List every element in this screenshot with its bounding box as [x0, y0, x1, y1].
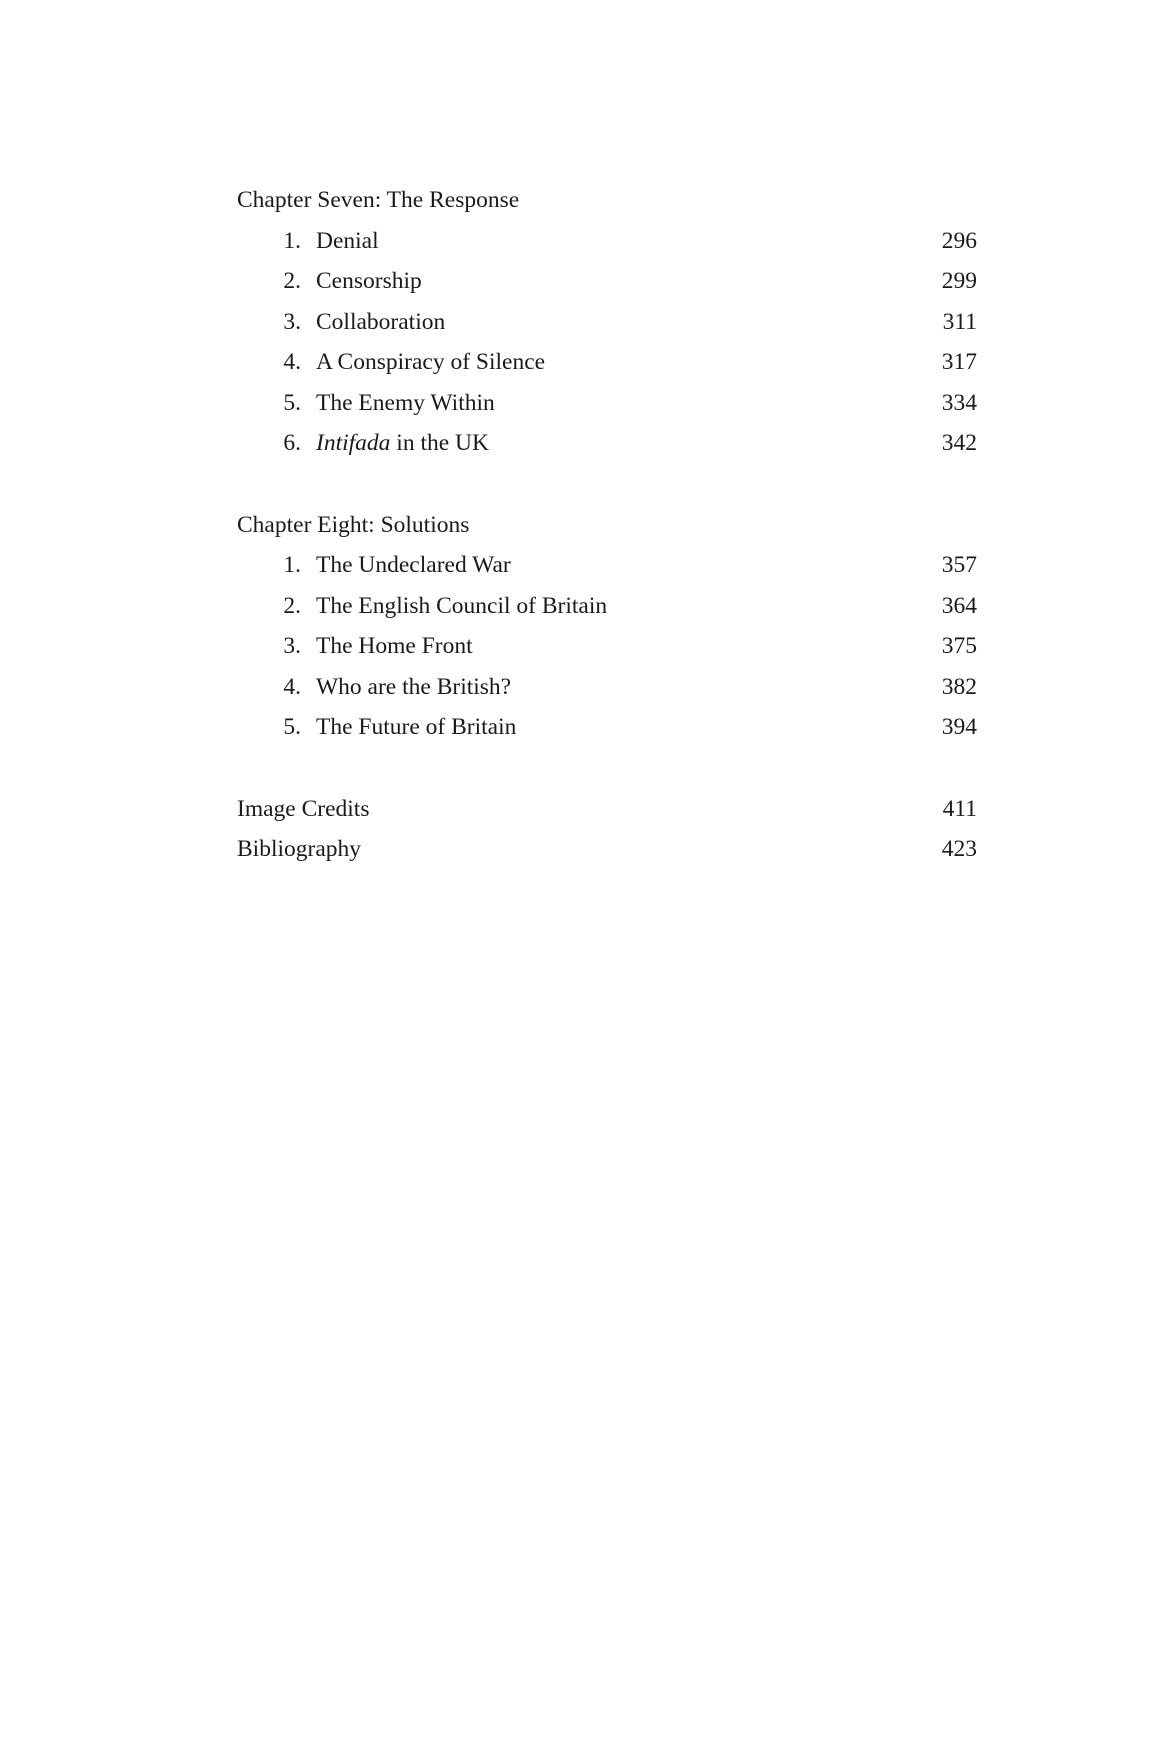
- entry-number: 2.: [283, 268, 301, 294]
- entry-title-rest: in the UK: [390, 430, 489, 456]
- entry-title: The Enemy Within: [316, 389, 495, 416]
- entry-number: 4.: [283, 673, 301, 700]
- entry-page-number: 342: [941, 430, 977, 456]
- section-spacer: [237, 464, 977, 505]
- entry-number: 1.: [283, 552, 301, 578]
- entry-page-number: 375: [941, 633, 977, 659]
- entry-number: 3.: [283, 308, 301, 335]
- entry-page-number: 311: [942, 308, 977, 335]
- entry-page-number: 317: [941, 349, 977, 375]
- back-matter-page-number: 423: [941, 836, 977, 862]
- toc-entry: [237, 221, 977, 262]
- toc-entry: [237, 261, 977, 302]
- back-matter-label: Image Credits: [237, 795, 370, 822]
- toc-entry: [237, 545, 977, 586]
- toc-entry: [237, 423, 977, 464]
- entry-title: Censorship: [316, 268, 422, 294]
- entry-number: 1.: [283, 227, 301, 254]
- toc-entry: [237, 302, 977, 343]
- chapter-heading: Chapter Seven: The Response: [237, 187, 520, 213]
- entry-page-number: 357: [941, 552, 977, 578]
- toc-entry: [237, 707, 977, 748]
- entry-title: The Future of Britain: [316, 714, 517, 740]
- table-of-contents: [237, 180, 977, 870]
- entry-page-number: 364: [941, 592, 977, 619]
- entry-page-number: 296: [941, 227, 977, 254]
- section-spacer: [237, 748, 977, 789]
- toc-entry: [237, 586, 977, 627]
- chapter-heading: Chapter Eight: Solutions: [237, 511, 470, 538]
- back-matter-page-number: 411: [942, 795, 977, 822]
- toc-entry: [237, 383, 977, 424]
- entry-title: Who are the British?: [316, 673, 512, 700]
- entry-number: 6.: [283, 430, 301, 456]
- entry-title: [316, 423, 489, 464]
- entry-title: A Conspiracy of Silence: [316, 349, 546, 375]
- entry-page-number: 394: [941, 714, 977, 740]
- entry-title: Denial: [316, 227, 379, 254]
- entry-number: 3.: [283, 633, 301, 659]
- entry-page-number: 334: [941, 389, 977, 416]
- back-matter-label: Bibliography: [237, 836, 362, 862]
- entry-title-italic: Intifada: [316, 430, 391, 456]
- toc-entry: [237, 626, 977, 667]
- entry-page-number: 382: [941, 673, 977, 700]
- entry-number: 5.: [283, 714, 301, 740]
- entry-number: 2.: [283, 592, 301, 619]
- entry-title: Collaboration: [316, 308, 446, 335]
- entry-page-number: 299: [941, 268, 977, 294]
- entry-title: The Undeclared War: [316, 552, 511, 578]
- entry-title: The Home Front: [316, 633, 473, 659]
- back-matter-entry: [237, 829, 977, 870]
- entry-number: 4.: [283, 349, 301, 375]
- toc-entry: [237, 342, 977, 383]
- entry-title: The English Council of Britain: [316, 592, 608, 619]
- entry-number: 5.: [283, 389, 301, 416]
- toc-entry: [237, 667, 977, 708]
- back-matter-entry: [237, 789, 977, 830]
